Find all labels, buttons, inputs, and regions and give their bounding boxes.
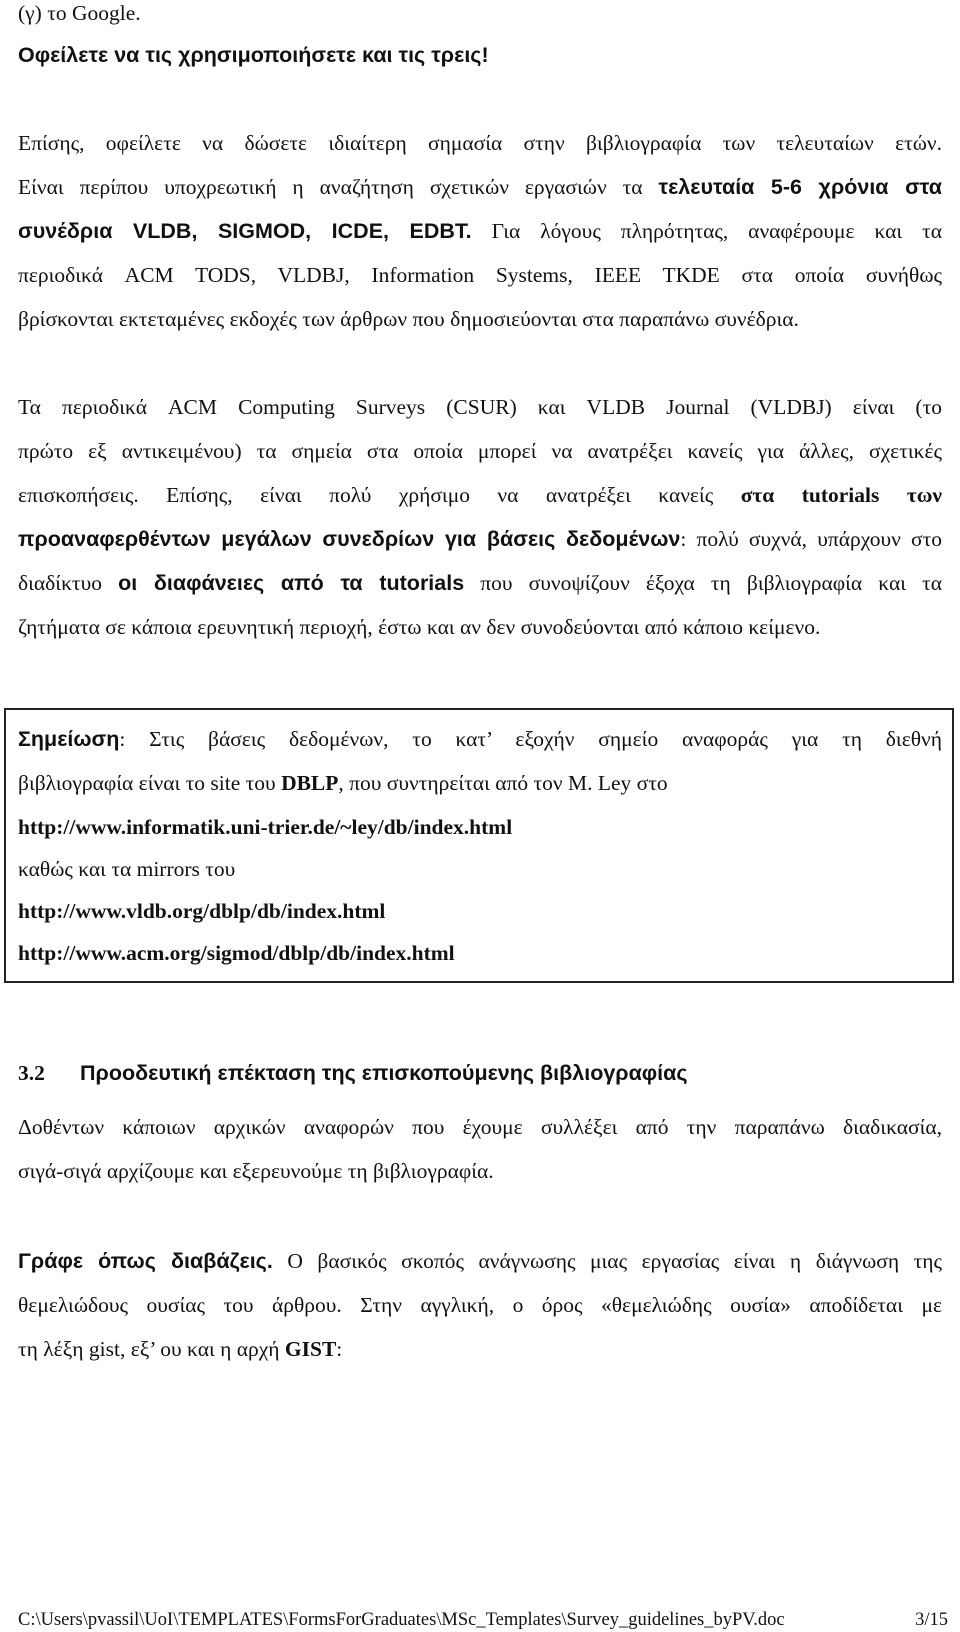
gist-emphasis: GIST (284, 1337, 337, 1361)
emphasis-text: τελευταία 5-6 χρόνια στα (658, 175, 942, 199)
paragraph-line: Δοθέντων κάποιων αρχικών αναφορών που έχουμε συλλέξει από την παραπάνω διαδικασία, (18, 1115, 942, 1139)
paragraph-line (18, 526, 942, 552)
paragraph-line: Τα περιοδικά ACM Computing Surveys (CSUR) και VLDB Journal (VLDBJ) είναι (το (18, 395, 942, 419)
text-span: , που συντηρείται από τον M. Ley στο (338, 771, 668, 795)
list-item-google: (γ) το Google. (18, 1, 141, 25)
text-span: Για λόγους πληρότητας, αναφέρουμε και τα (491, 219, 943, 243)
text-span: βιβλιογραφία είναι το site του (18, 771, 276, 795)
dblp-emphasis: DBLP (281, 771, 339, 795)
text-span: Είναι περίπου υποχρεωτική η αναζήτηση σχετικών εργασιών τα (18, 175, 643, 199)
paragraph-line (18, 174, 942, 200)
text-span: διαδίκτυο (18, 571, 102, 595)
paragraph-line: πρώτο εξ αντικειμένου) τα σημεία στα οποία μπορεί να ανατρέξει κανείς για άλλες, σχετικές (18, 439, 942, 463)
note-line: καθώς και τα mirrors του (18, 857, 236, 881)
text-span: : πολύ συχνά, υπάρχουν στο (680, 527, 943, 551)
text-span: επισκοπήσεις. Επίσης, είναι πολύ χρήσιμο να ανατρέξει κανείς (18, 483, 714, 507)
section-number: 3.2 (18, 1061, 45, 1085)
text-span: Ο βασικός σκοπός ανάγνωσης μιας εργασίας είναι η διάγνωση της (287, 1249, 942, 1273)
page-number: 3/15 (915, 1610, 948, 1630)
vldb-mirror-link[interactable]: http://www.vldb.org/dblp/db/index.html (18, 899, 386, 923)
paragraph-line (18, 1248, 942, 1274)
emphasis-text: Γράφε όπως διαβάζεις. (18, 1249, 273, 1273)
emphasis-text: στα tutorials των (740, 483, 943, 507)
paragraph-line: θεμελιώδους ουσίας του άρθρου. Στην αγγλική, ο όρος «θεμελιώδης ουσία» αποδίδεται με (18, 1293, 942, 1317)
paragraph-line (18, 482, 942, 508)
dblp-link[interactable]: http://www.informatik.uni-trier.de/~ley/db/index.html (18, 815, 513, 839)
paragraph-line: βρίσκονται εκτεταμένες εκδοχές των άρθρων που δημοσιεύονται στα παραπάνω συνέδρια. (18, 307, 799, 331)
file-path: C:\Users\pvassil\UoI\TEMPLATES\FormsForGraduates\MSc_Templates\Survey_guidelines_byPV.doc (18, 1610, 785, 1630)
paragraph-line: ζητήματα σε κάποια ερευνητική περιοχή, έστω και αν δεν συνοδεύονται από κάποιο κείμενο. (18, 615, 821, 639)
page-footer (18, 1608, 948, 1632)
note-line (18, 770, 668, 796)
paragraph-line (18, 218, 942, 244)
paragraph-line: σιγά-σιγά αρχίζουμε και εξερευνούμε τη βιβλιογραφία. (18, 1159, 494, 1183)
note-label: Σημείωση (18, 727, 120, 751)
emphasis-text: οι διαφάνειες από τα tutorials (118, 571, 465, 595)
text-span: : Στις βάσεις δεδομένων, το κατ’ εξοχήν σημείο αναφοράς για τη διεθνή (119, 727, 942, 751)
section-title: Προοδευτική επέκταση της επισκοπούμενης βιβλιογραφίας (80, 1061, 688, 1085)
text-span: : (336, 1337, 343, 1361)
text-span: που συνοψίζουν έξοχα τη βιβλιογραφία και τα (480, 571, 943, 595)
paragraph-line (18, 570, 942, 596)
must-use-statement: Οφείλετε να τις χρησιμοποιήσετε και τις τρεις! (18, 43, 489, 67)
text-span: τη λέξη gist, εξ’ ου και η αρχή (18, 1337, 280, 1361)
paragraph-line: περιοδικά ACM TODS, VLDBJ, Information Systems, IEEE TKDE στα οποία συνήθως (18, 263, 942, 287)
paragraph-line: Επίσης, οφείλετε να δώσετε ιδιαίτερη σημασία στην βιβλιογραφία των τελευταίων ετών. (18, 131, 942, 155)
paragraph-line (18, 1336, 342, 1362)
acm-mirror-link[interactable]: http://www.acm.org/sigmod/dblp/db/index.html (18, 941, 455, 965)
emphasis-text: προαναφερθέντων μεγάλων συνεδρίων για βάσεις δεδομένων (18, 527, 681, 551)
emphasis-text: συνέδρια VLDB, SIGMOD, ICDE, EDBT. (18, 219, 472, 243)
note-line (18, 726, 942, 752)
section-heading (18, 1060, 688, 1086)
